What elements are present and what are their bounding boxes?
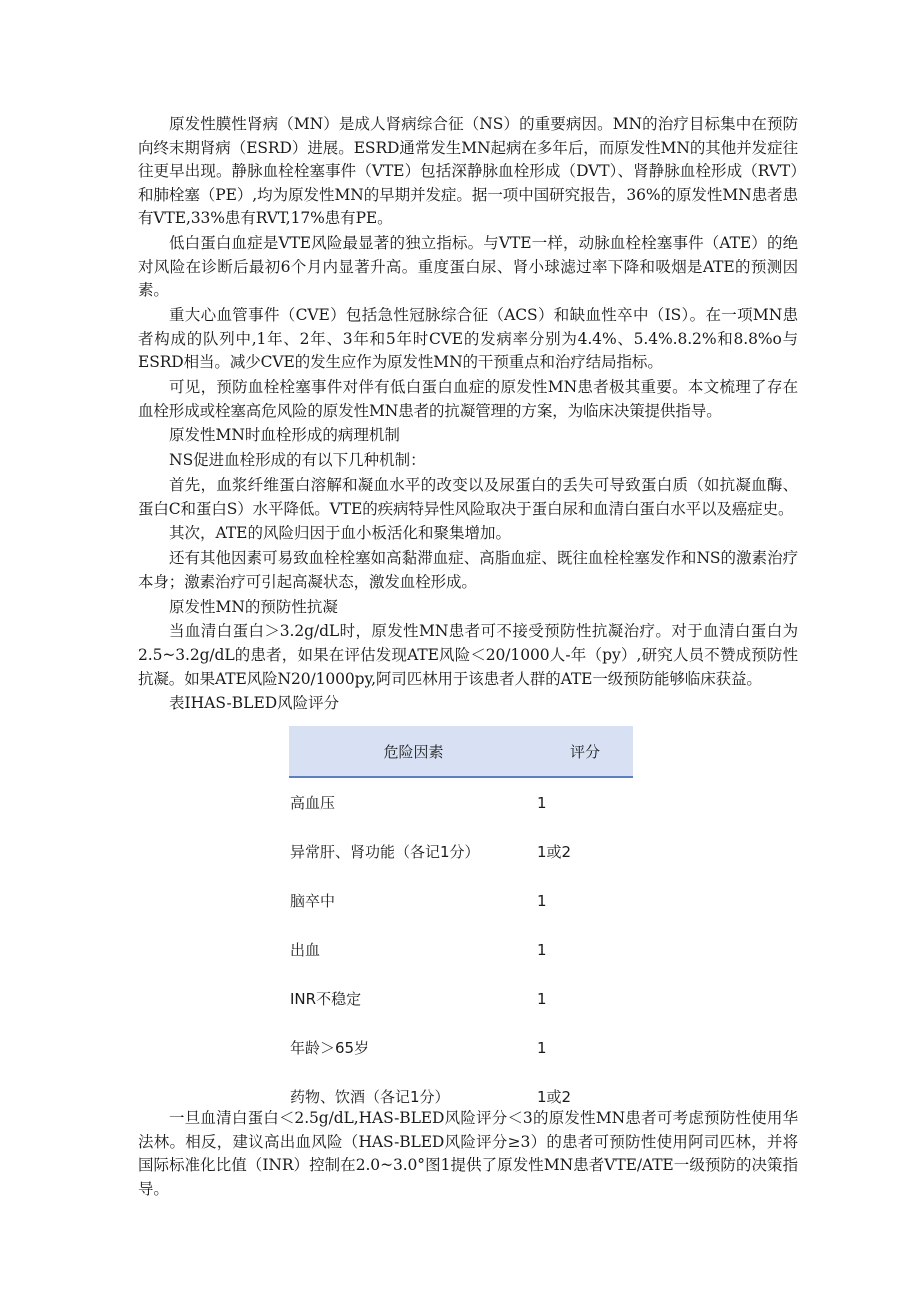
- score-cell: 1: [537, 1038, 547, 1057]
- paragraph-other-factors: 还有其他因素可易致血栓栓塞如高黏滞血症、高脂血症、既往血栓栓塞发作和NS的激素治疗本身；激素治疗可引起高凝状态，激发血栓形成。: [138, 549, 798, 591]
- risk-factor-cell: 出血: [290, 941, 321, 959]
- closing-section: [138, 1107, 798, 1203]
- score-cell: 1: [537, 793, 547, 812]
- paragraph-second: 其次，ATE的风险归因于血小板活化和聚集增加。: [169, 524, 512, 543]
- table-row: [289, 777, 633, 827]
- table-row: [289, 1023, 633, 1072]
- paragraph-mechanism-intro: NS促进血栓形成的有以下几种机制：: [169, 451, 426, 470]
- table-header-row: [289, 726, 633, 777]
- risk-factor-cell: 年龄＞65岁: [290, 1039, 370, 1057]
- score-cell: 1: [537, 989, 547, 1008]
- table-row: [289, 925, 633, 974]
- paragraph-closing: 一旦血清白蛋白＜2.5g/dL,HAS-BLED风险评分＜3的原发性MN患者可考虑预防性使用华法林。相反，建议高出血风险（HAS-BLED风险评分≥3）的患者可预防性使用阿司匹林，并将国际标准化比值（INR）控制在2.0~3.0°图1提供了原发性MN患者VTE/ATE一级预防的决策指导。: [138, 1109, 798, 1198]
- score-cell: 1或2: [537, 1088, 572, 1106]
- section-heading-prophylaxis: 原发性MN的预防性抗凝: [169, 597, 338, 616]
- risk-factor-cell: 异常肝、肾功能（各记1分）: [290, 843, 480, 861]
- section-heading-mechanism: 原发性MN时血栓形成的病理机制: [169, 426, 400, 445]
- score-cell: 1: [537, 891, 547, 910]
- paragraph-cve: 重大心血管事件（CVE）包括急性冠脉综合征（ACS）和缺血性卒中（IS）。在一项MN患者构成的队列中,1年、2年、3年和5年时CVE的发病率分别为4.4%、5.4%.8.2%和8.8%o与ESRD相当。减少CVE的发生应作为原发性MN的干预重点和治疗结局指标。: [138, 306, 798, 372]
- risk-factor-cell: INR不稳定: [290, 990, 362, 1008]
- risk-factor-cell: 高血压: [290, 794, 336, 812]
- paragraph-intro: 原发性膜性肾病（MN）是成人肾病综合征（NS）的重要病因。MN的治疗目标集中在预防向终末期肾病（ESRD）进展。ESRD通常发生MN起病在多年后，而原发性MN的其他并发症往往更早出现。静脉血栓栓塞事件（VTE）包括深静脉血栓形成（DVT）、肾静脉血栓形成（RVT）和肺栓塞（PE）,均为原发性MN的早期并发症。据一项中国研究报告，36%的原发性MN患者患有VTE,33%患有RVT,17%患有PE。: [138, 115, 798, 228]
- header-score: 评分: [537, 726, 633, 777]
- risk-factor-cell: 药物、饮酒（各记1分）: [290, 1088, 450, 1106]
- table-row: [289, 876, 633, 925]
- score-cell: 1: [537, 940, 547, 959]
- header-risk-factor: 危险因素: [289, 726, 537, 777]
- risk-factor-cell: 脑卒中: [290, 892, 336, 910]
- table-caption: 表IHAS-BLED风险评分: [169, 694, 340, 713]
- article-body: [138, 113, 798, 717]
- table-row: [289, 974, 633, 1023]
- table-row: [289, 827, 633, 876]
- has-bled-table: [289, 726, 633, 1121]
- score-cell: 1或2: [537, 843, 572, 861]
- paragraph-first: 首先，血浆纤维蛋白溶解和凝血水平的改变以及尿蛋白的丢失可导致蛋白质（如抗凝血酶、蛋白C和蛋白S）水平降低。VTE的疾病特异性风险取决于蛋白尿和血清白蛋白水平以及癌症史。: [138, 476, 798, 518]
- paragraph-albumin-threshold: 当血清白蛋白＞3.2g/dL时，原发性MN患者可不接受预防性抗凝治疗。对于血清白蛋白为2.5~3.2g/dL的患者，如果在评估发现ATE风险＜20/1000人-年（py）,研究人员不赞成预防性抗凝。如果ATE风险N20∕1000py,阿司匹林用于该患者人群的ATE一级预防能够临床获益。: [138, 622, 798, 688]
- paragraph-hypoalbuminemia: 低白蛋白血症是VTE风险最显著的独立指标。与VTE一样，动脉血栓栓塞事件（ATE）的绝对风险在诊断后最初6个月内显著升高。重度蛋白尿、肾小球滤过率下降和吸烟是ATE的预测因素。: [138, 234, 798, 300]
- paragraph-summary: 可见，预防血栓栓塞事件对伴有低白蛋白血症的原发性MN患者极其重要。本文梳理了存在血栓形成或栓塞高危风险的原发性MN患者的抗凝管理的方案，为临床决策提供指导。: [138, 378, 798, 420]
